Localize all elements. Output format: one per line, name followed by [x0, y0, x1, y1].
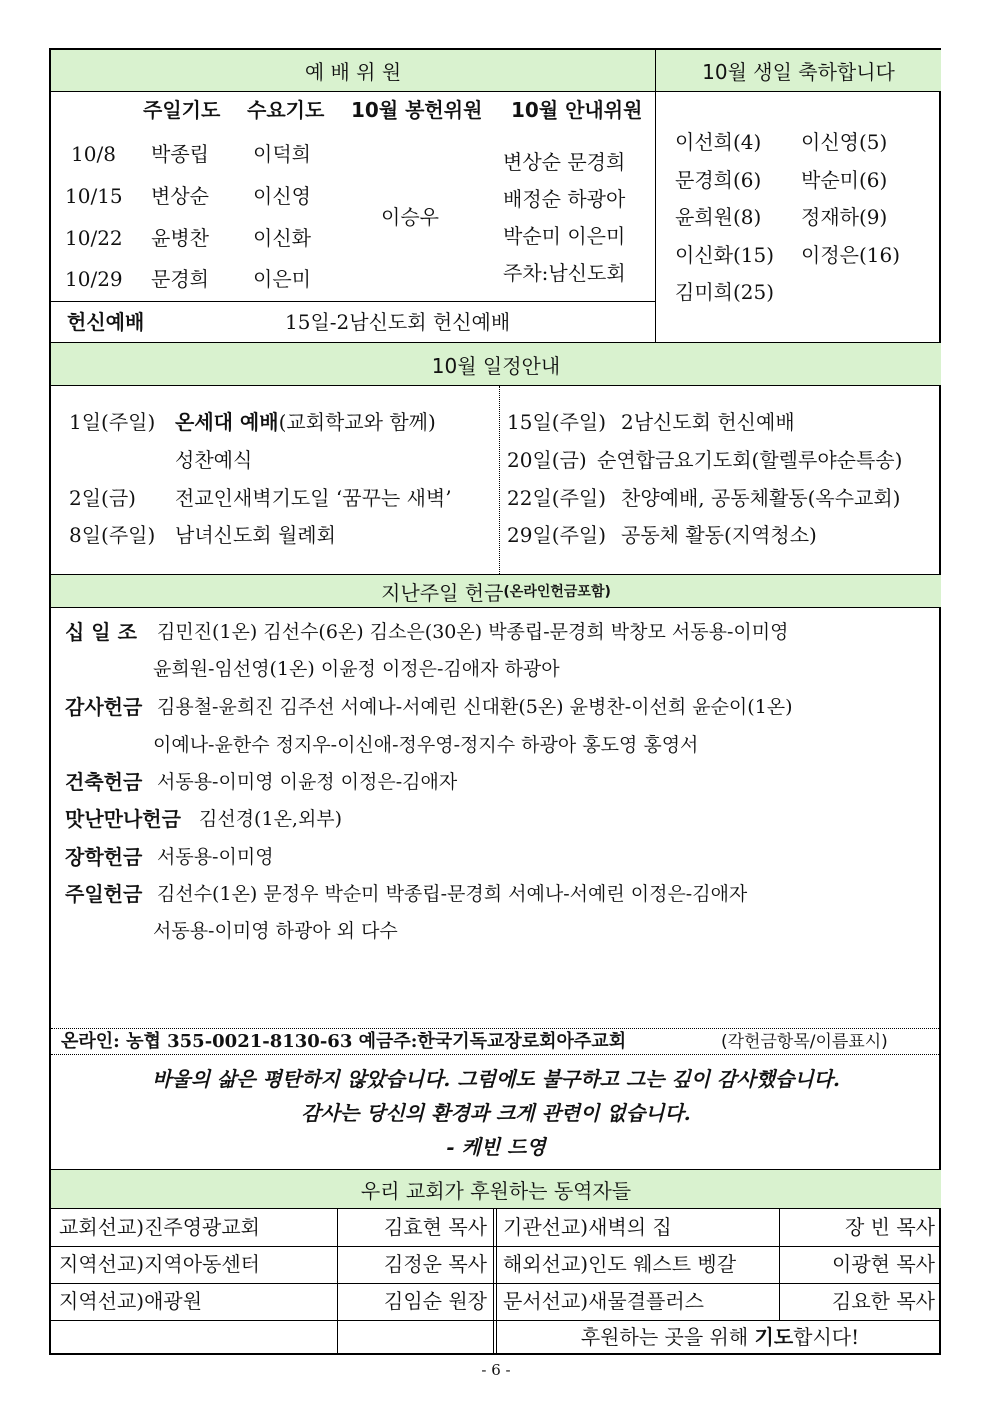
row-sunday: 윤병찬 [151, 226, 209, 250]
birthday-title: 10월 생일 축하합니다 [702, 60, 895, 84]
schedule-date: 15일(주일) [507, 410, 607, 434]
supporter-mission: 해외선교)인도 웨스트 벵갈 [503, 1252, 737, 1276]
schedule-event: 남녀신도회 월례회 [175, 523, 336, 547]
row-sunday: 박종립 [151, 142, 209, 166]
supporter-mission: 지역선교)애광원 [59, 1289, 203, 1313]
birthday-name: 윤희원(8) [675, 205, 762, 229]
offerings-title: 지난주일 헌금 [381, 580, 504, 605]
quote-line: 감사는 당신의 환경과 크게 관련이 없습니다. [301, 1101, 691, 1125]
schedule-event: 찬양예배, 공동체활동(옥수교회) [621, 486, 901, 510]
worship-committee-header [51, 50, 655, 92]
divider [493, 1209, 494, 1355]
offering-category: 장학헌금 [65, 845, 143, 869]
supporter-person: 김정운 목사 [384, 1252, 487, 1276]
usher-line: 배정순 하광아 [503, 187, 626, 211]
divider [499, 386, 500, 574]
schedule-date: 20일(금) [507, 448, 587, 472]
dedication-text: 15일-2남신도회 헌신예배 [285, 310, 511, 334]
worship-committee-title: 예 배 위 원 [304, 60, 402, 84]
supporter-mission: 기관선교)새벽의 집 [503, 1215, 672, 1239]
schedule-date: 22일(주일) [507, 486, 607, 510]
col-offering-committee: 10월 봉헌위원 [351, 98, 483, 122]
schedule-date: 29일(주일) [507, 523, 607, 547]
offering-names: 김선수(1온) 문정우 박순미 박종립-문경희 서예나-서예린 이정은-김애자 [157, 883, 748, 905]
offering-category: 감사헌금 [65, 695, 143, 719]
online-account-note: (각헌금항목/이름표시) [721, 1032, 888, 1052]
col-ushers: 10월 안내위원 [511, 98, 643, 122]
divider [337, 1209, 338, 1355]
schedule-event: 공동체 활동(지역청소) [621, 523, 817, 547]
offering-category: 십 일 조 [65, 620, 137, 644]
birthday-header [655, 50, 941, 92]
usher-line: 박순미 이은미 [503, 224, 626, 248]
footer-suffix: 합시다! [793, 1325, 860, 1349]
schedule-event: 2남신도회 헌신예배 [621, 410, 795, 434]
supporter-mission: 지역선교)지역아동센터 [59, 1252, 261, 1276]
divider [655, 50, 656, 342]
footer-bold: 기도 [754, 1325, 794, 1349]
birthday-name: 김미희(25) [675, 280, 775, 304]
offering-category: 주일헌금 [65, 882, 143, 906]
page-number: - 6 - [481, 1361, 511, 1379]
row-sunday: 변상순 [151, 184, 209, 208]
schedule-event: 순연합금요기도회(할렐루야순특송) [597, 448, 903, 472]
offering-names: 서동용-이미영 [157, 846, 274, 868]
col-wednesday-prayer: 수요기도 [247, 98, 325, 122]
schedule-date: 8일(주일) [69, 523, 156, 547]
offering-category: 맛난만나헌금 [65, 807, 181, 831]
supporters-footer [499, 1325, 941, 1349]
divider [779, 1209, 780, 1320]
online-account: 온라인: 농협 355-0021-8130-63 예금주:한국기독교장로회아주교회 [61, 1031, 627, 1052]
supporter-person: 김효현 목사 [384, 1215, 487, 1239]
offering-names: 김민진(1온) 김선수(6온) 김소은(30온) 박종립-문경희 박창모 서동용-이미영 [157, 621, 789, 643]
dedication-label: 헌신예배 [67, 310, 145, 334]
row-wednesday: 이신화 [253, 226, 311, 250]
usher-line: 주차:남신도회 [503, 261, 626, 285]
schedule-event [175, 410, 436, 434]
supporter-person: 장 빈 목사 [845, 1215, 935, 1239]
divider [51, 1320, 941, 1321]
offering-names: 이예나-윤한수 정지우-이신애-정우영-정지수 하광아 홍도영 홍영서 [153, 734, 699, 756]
schedule-date: 2일(금) [69, 486, 136, 510]
supporter-mission: 문서선교)새물결플러스 [503, 1289, 705, 1313]
birthday-name: 이정은(16) [801, 243, 901, 267]
offering-names: 서동용-이미영 하광아 외 다수 [153, 920, 398, 942]
row-wednesday: 이신영 [253, 184, 311, 208]
schedule-event-bold: 온세대 예배 [175, 410, 279, 434]
usher-line: 변상순 문경희 [503, 150, 626, 174]
divider [51, 1283, 941, 1284]
schedule-event: 전교인새벽기도일 ‘꿈꾸는 새벽’ [175, 486, 452, 510]
schedule-header [51, 342, 941, 386]
birthday-name: 이선희(4) [675, 130, 762, 154]
footer-prefix: 후원하는 곳을 위해 [580, 1325, 755, 1349]
supporter-person: 김요한 목사 [832, 1289, 935, 1313]
birthday-name: 이신화(15) [675, 243, 775, 267]
birthday-name: 문경희(6) [675, 168, 762, 192]
row-date: 10/8 [71, 142, 116, 166]
supporter-person: 이광현 목사 [832, 1252, 935, 1276]
row-date: 10/22 [65, 226, 123, 250]
row-date: 10/29 [65, 267, 123, 291]
row-wednesday: 이덕희 [253, 142, 311, 166]
supporter-person: 김임순 원장 [384, 1289, 487, 1313]
offerings-title-note: (온라인헌금포함) [503, 584, 611, 600]
schedule-event-text: (교회학교와 함께) [278, 410, 436, 434]
divider [496, 1209, 497, 1355]
offering-names: 김용철-윤희진 김주선 서예나-서예린 신대환(5온) 윤병찬-이선희 윤순이(1온) [157, 696, 793, 718]
schedule-event: 성찬예식 [175, 448, 253, 472]
quote-author: - 케빈 드영 [446, 1135, 546, 1159]
birthday-name: 정재하(9) [801, 205, 888, 229]
offerings-header [51, 574, 941, 608]
offering-names: 윤희원-임선영(1온) 이윤정 이정은-김애자 하광아 [153, 658, 560, 680]
bulletin-page [49, 48, 941, 1355]
quote-line: 바울의 삶은 평탄하지 않았습니다. 그럼에도 불구하고 그는 깊이 감사했습니다. [152, 1067, 840, 1091]
supporter-mission: 교회선교)진주영광교회 [59, 1215, 261, 1239]
schedule-date: 1일(주일) [69, 410, 156, 434]
offering-category: 건축헌금 [65, 770, 143, 794]
offering-names: 서동용-이미영 이윤정 이정은-김애자 [157, 771, 458, 793]
offering-names: 김선경(1온,외부) [199, 808, 343, 830]
row-date: 10/15 [65, 184, 123, 208]
divider [51, 301, 655, 302]
col-sunday-prayer: 주일기도 [143, 98, 221, 122]
birthday-name: 이신영(5) [801, 130, 888, 154]
supporters-title: 우리 교회가 후원하는 동역자들 [360, 1178, 632, 1203]
divider [51, 1028, 941, 1029]
offering-committee-name: 이승우 [381, 205, 439, 229]
row-sunday: 문경희 [151, 267, 209, 291]
divider [51, 1054, 941, 1055]
schedule-title: 10월 일정안내 [431, 353, 561, 378]
birthday-name: 박순미(6) [801, 168, 888, 192]
divider [51, 1246, 941, 1247]
supporters-header [51, 1169, 941, 1209]
row-wednesday: 이은미 [253, 267, 311, 291]
